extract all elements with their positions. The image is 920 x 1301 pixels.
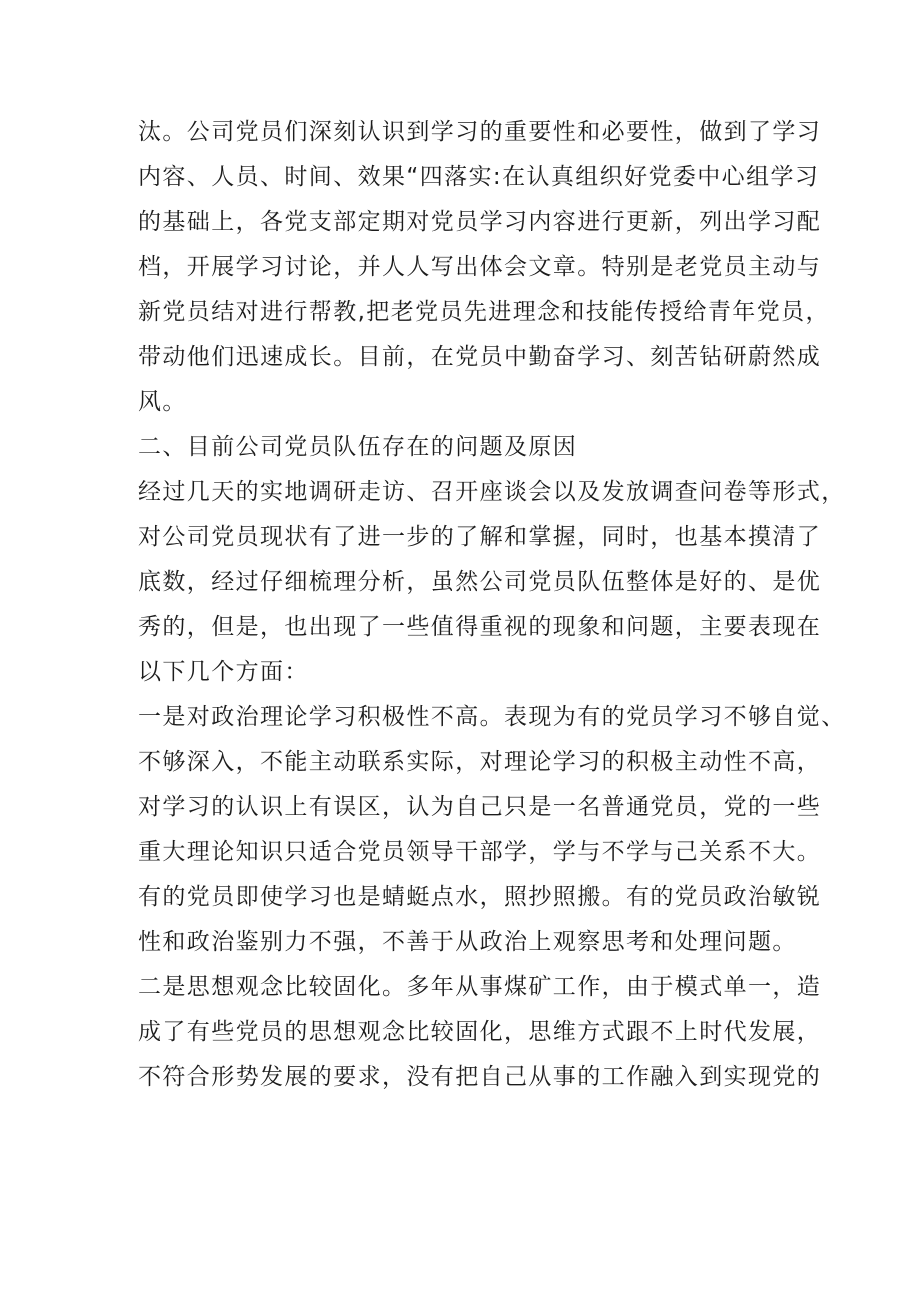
text-line: 一是对政治理论学习积极性不高。表现为有的党员学习不够自觉、 [138, 704, 846, 730]
text-line: 底数，经过仔细梳理分析，虽然公司党员队伍整体是好的、是优 [138, 569, 822, 595]
text-line: 带动他们迅速成长。目前，在党员中勤奋学习、刻苦钻研蔚然成 [138, 344, 822, 370]
text-line: 对学习的认识上有误区，认为自己只是一名普通党员，党的一些 [138, 794, 822, 820]
section-heading: 二、目前公司党员队伍存在的问题及原因 [138, 434, 578, 460]
text-line: 汰。公司党员们深刻认识到学习的重要性和必要性，做到了学习 [138, 119, 822, 145]
text-line: 风。 [138, 389, 187, 415]
text-line: 成了有些党员的思想观念比较固化，思维方式跟不上时代发展， [138, 1019, 822, 1045]
document-body [138, 110, 846, 1100]
text-line: 以下几个方面： [138, 659, 309, 685]
text-line: 新党员结对进行帮教,把老党员先进理念和技能传授给青年党员， [138, 299, 830, 325]
text-line: 经过几天的实地调研走访、召开座谈会以及发放调查问卷等形式， [138, 479, 846, 505]
text-line: 性和政治鉴别力不强，不善于从政治上观察思考和处理问题。 [138, 929, 797, 955]
text-line: 不符合形势发展的要求，没有把自己从事的工作融入到实现党的 [138, 1064, 822, 1090]
text-line: 的基础上，各党支部定期对党员学习内容进行更新，列出学习配 [138, 209, 822, 235]
text-line: 对公司党员现状有了进一步的了解和掌握，同时，也基本摸清了 [138, 524, 822, 550]
text-line: 不够深入，不能主动联系实际，对理论学习的积极主动性不高， [138, 749, 822, 775]
text-line: 内容、人员、时间、效果“四落实:在认真组织好党委中心组学习 [138, 164, 820, 190]
text-line: 二是思想观念比较固化。多年从事煤矿工作，由于模式单一，造 [138, 974, 822, 1000]
text-line: 秀的，但是，也出现了一些值得重视的现象和问题，主要表现在 [138, 614, 822, 640]
text-line: 有的党员即使学习也是蜻蜓点水，照抄照搬。有的党员政治敏锐 [138, 884, 822, 910]
text-line: 重大理论知识只适合党员领导干部学，学与不学与己关系不大。 [138, 839, 822, 865]
text-line: 档，开展学习讨论，并人人写出体会文章。特别是老党员主动与 [138, 254, 822, 280]
